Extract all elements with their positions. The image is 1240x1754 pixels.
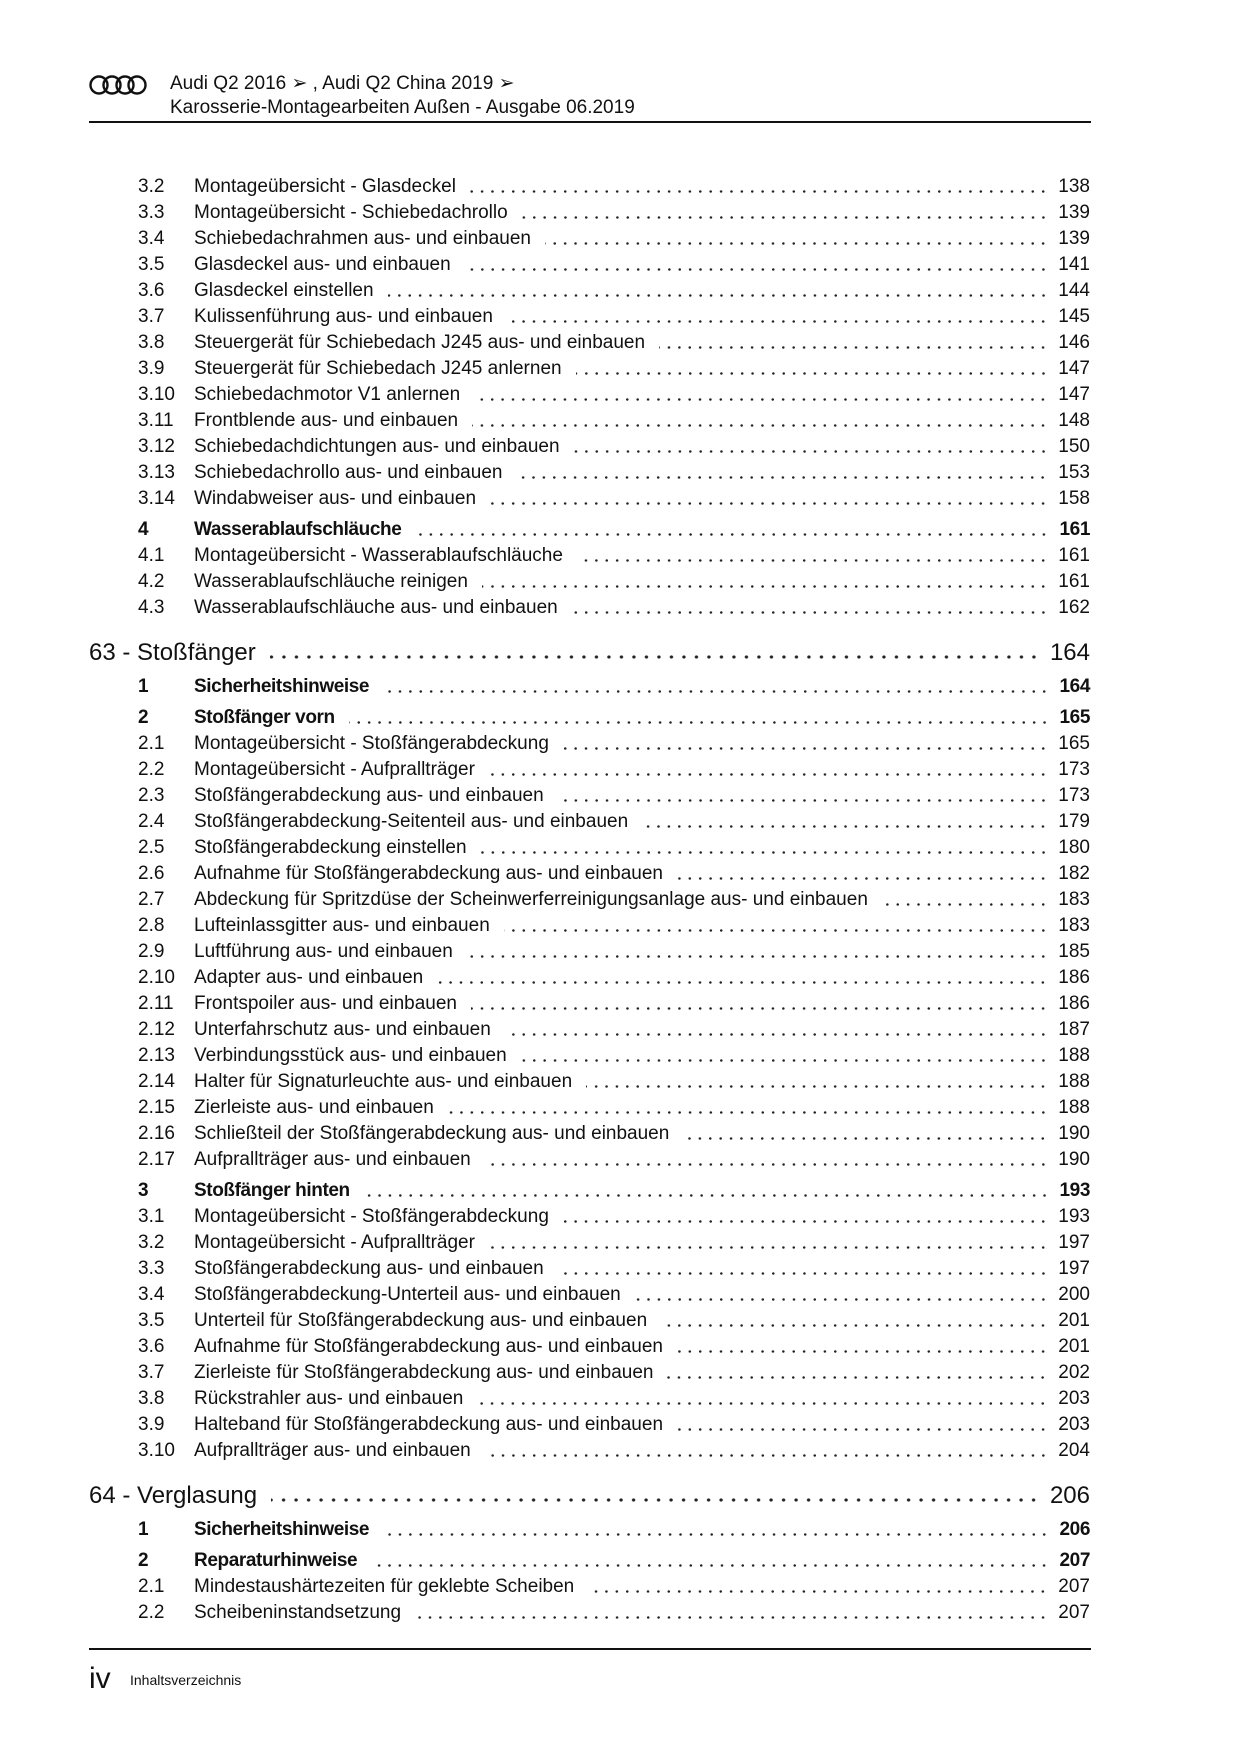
toc-entry-number: 1	[138, 1519, 149, 1540]
toc-entry-number: 3.14	[138, 488, 175, 509]
toc-item-row[interactable]	[89, 226, 1090, 252]
toc-item-row[interactable]	[89, 965, 1090, 991]
toc-leader-dots	[471, 1007, 1048, 1010]
toc-entry-number: 3.10	[138, 384, 175, 405]
toc-leader-dots	[388, 294, 1049, 297]
toc-entry-title: Reparaturhinweise	[194, 1550, 358, 1571]
toc-entry-number: 3.11	[138, 410, 174, 431]
header-divider	[89, 121, 1091, 123]
toc-item-row[interactable]	[89, 991, 1090, 1017]
toc-item-row[interactable]	[89, 835, 1090, 861]
toc-entry-title: Aufprallträger aus- und einbauen	[194, 1149, 471, 1170]
toc-leader-dots	[563, 1220, 1048, 1223]
toc-leader-dots	[465, 268, 1049, 271]
toc-entry-title: Luftführung aus- und einbauen	[194, 941, 453, 962]
toc-leader-dots	[563, 747, 1048, 750]
footer-page-number: iv	[89, 1662, 111, 1695]
toc-leader-dots	[659, 346, 1048, 349]
toc-entry-title: Kulissenführung aus- und einbauen	[194, 306, 493, 327]
toc-leader-dots	[661, 1324, 1048, 1327]
toc-entry-page: 201	[1058, 1310, 1090, 1331]
toc-entry-number: 3.9	[138, 1414, 165, 1435]
toc-entry-title: Schiebedachmotor V1 anlernen	[194, 384, 461, 405]
toc-entry-title: Stoßfängerabdeckung einstellen	[194, 837, 467, 858]
toc-entry-title: Unterteil für Stoßfängerabdeckung aus- und einbauen	[194, 1310, 648, 1331]
toc-entry-page: 186	[1058, 967, 1090, 988]
toc-entry-title: Frontspoiler aus- und einbauen	[194, 993, 458, 1014]
toc-entry-title: 63 - Stoßfänger	[89, 639, 256, 666]
toc-entry-number: 3.10	[138, 1440, 175, 1461]
toc-entry-title: Adapter aus- und einbauen	[194, 967, 424, 988]
toc-leader-dots	[349, 721, 1050, 724]
toc-item-row[interactable]	[89, 174, 1090, 200]
toc-leader-dots	[572, 611, 1049, 614]
toc-entry-page: 182	[1058, 863, 1090, 884]
toc-entry-page: 139	[1058, 202, 1090, 223]
toc-entry-number: 3.6	[138, 280, 165, 301]
toc-entry-title: Aufnahme für Stoßfängerabdeckung aus- und einbauen	[194, 863, 663, 884]
toc-entry-page: 161	[1058, 545, 1090, 566]
toc-entry-page: 162	[1058, 597, 1090, 618]
toc-entry-page: 207	[1058, 1576, 1090, 1597]
toc-leader-dots	[485, 1163, 1049, 1166]
audi-rings-logo	[89, 74, 147, 96]
toc-entry-page: 186	[1058, 993, 1090, 1014]
toc-item-row[interactable]	[89, 1095, 1090, 1121]
toc-entry-page: 206	[1049, 1482, 1090, 1509]
toc-item-row[interactable]	[89, 1147, 1090, 1173]
toc-entry-page: 185	[1058, 941, 1090, 962]
toc-entry-title: Schiebedachdichtungen aus- und einbauen	[194, 436, 560, 457]
toc-entry-page: 183	[1058, 915, 1090, 936]
toc-entry-title: Stoßfängerabdeckung-Seitenteil aus- und einbauen	[194, 811, 629, 832]
toc-item-row[interactable]	[89, 408, 1090, 434]
toc-leader-dots	[474, 398, 1048, 401]
toc-entry-title: Wasserablaufschläuche reinigen	[194, 571, 468, 592]
header-subtitle: Karosserie-Montagearbeiten Außen - Ausgabe 06.2019	[170, 97, 635, 118]
toc-entry-title: Abdeckung für Spritzdüse der Scheinwerferreinigungsanlage aus- und einbauen	[194, 889, 868, 910]
toc-entry-title: Frontblende aus- und einbauen	[194, 410, 459, 431]
toc-item-row[interactable]	[89, 1574, 1090, 1600]
toc-entry-number: 2	[138, 1550, 149, 1571]
toc-item-row[interactable]	[89, 252, 1090, 278]
toc-item-row[interactable]	[89, 1412, 1090, 1438]
toc-entry-title: Montageübersicht - Wasserablaufschläuche	[194, 545, 563, 566]
toc-entry-title: Schiebedachrollo aus- und einbauen	[194, 462, 503, 483]
toc-entry-title: Stoßfängerabdeckung-Unterteil aus- und einbauen	[194, 1284, 621, 1305]
toc-leader-dots	[415, 533, 1049, 536]
toc-entry-page: 164	[1049, 639, 1090, 666]
toc-leader-dots	[271, 1498, 1040, 1502]
toc-entry-title: Montageübersicht - Aufprallträger	[194, 1232, 475, 1253]
toc-entry-title: Montageübersicht - Stoßfängerabdeckung	[194, 733, 549, 754]
toc-leader-dots	[677, 1350, 1048, 1353]
toc-item-row[interactable]	[89, 1043, 1090, 1069]
toc-entry-number: 3.4	[138, 228, 165, 249]
toc-item-row[interactable]	[89, 330, 1090, 356]
toc-leader-dots	[558, 1272, 1049, 1275]
toc-item-row[interactable]	[89, 1600, 1090, 1626]
toc-item-row[interactable]	[89, 1017, 1090, 1043]
toc-entry-number: 4	[138, 519, 149, 540]
toc-entry-number: 2.2	[138, 759, 165, 780]
toc-leader-dots	[505, 1033, 1048, 1036]
toc-entry-number: 2.4	[138, 811, 165, 832]
toc-entry-page: 148	[1058, 410, 1090, 431]
toc-item-row[interactable]	[89, 783, 1090, 809]
toc-entry-page: 165	[1059, 707, 1090, 728]
toc-entry-number: 2.10	[138, 967, 175, 988]
toc-leader-dots	[521, 1059, 1049, 1062]
toc-item-row[interactable]	[89, 1308, 1090, 1334]
toc-entry-title: Schiebedachrahmen aus- und einbauen	[194, 228, 531, 249]
toc-entry-number: 2.11	[138, 993, 174, 1014]
toc-entry-title: Sicherheitshinweise	[194, 676, 370, 697]
toc-entry-number: 2.12	[138, 1019, 175, 1040]
toc-leader-dots	[522, 216, 1049, 219]
toc-leader-dots	[467, 955, 1048, 958]
toc-entry-number: 3.1	[138, 1206, 165, 1227]
toc-item-row[interactable]	[89, 1386, 1090, 1412]
toc-chapter-row[interactable]	[89, 637, 1090, 669]
toc-entry-number: 2.14	[138, 1071, 175, 1092]
toc-leader-dots	[270, 655, 1040, 659]
toc-entry-number: 3.7	[138, 306, 165, 327]
toc-entry-page: 164	[1059, 676, 1090, 697]
toc-entry-title: Scheibeninstandsetzung	[194, 1602, 402, 1623]
toc-entry-title: Montageübersicht - Schiebedachrollo	[194, 202, 508, 223]
toc-entry-title: Unterfahrschutz aus- und einbauen	[194, 1019, 491, 1040]
toc-entry-page: 202	[1058, 1362, 1090, 1383]
toc-entry-title: Stoßfängerabdeckung aus- und einbauen	[194, 1258, 544, 1279]
toc-entry-number: 3.8	[138, 1388, 165, 1409]
toc-leader-dots	[482, 585, 1048, 588]
toc-entry-number: 3.12	[138, 436, 175, 457]
toc-entry-page: 173	[1058, 759, 1090, 780]
toc-entry-number: 3.7	[138, 1362, 165, 1383]
toc-item-row[interactable]	[89, 382, 1090, 408]
toc-item-row[interactable]	[89, 913, 1090, 939]
toc-entry-number: 2.9	[138, 941, 165, 962]
toc-entry-page: 200	[1058, 1284, 1090, 1305]
toc-entry-title: Verbindungsstück aus- und einbauen	[194, 1045, 507, 1066]
toc-entry-page: 161	[1059, 519, 1090, 540]
toc-entry-page: 165	[1058, 733, 1090, 754]
toc-entry-page: 203	[1058, 1414, 1090, 1435]
toc-item-row[interactable]	[89, 887, 1090, 913]
toc-leader-dots	[470, 190, 1048, 193]
toc-entry-number: 2.15	[138, 1097, 175, 1118]
toc-entry-number: 3.13	[138, 462, 175, 483]
toc-entry-page: 197	[1058, 1258, 1090, 1279]
toc-section-row[interactable]	[89, 674, 1090, 700]
header-title: Audi Q2 2016 ➢ , Audi Q2 China 2019 ➢	[170, 73, 515, 94]
toc-entry-number: 2.6	[138, 863, 165, 884]
toc-leader-dots	[371, 1564, 1049, 1567]
toc-entry-title: Montageübersicht - Aufprallträger	[194, 759, 475, 780]
toc-entry-page: 141	[1058, 254, 1090, 275]
toc-item-row[interactable]	[89, 486, 1090, 512]
toc-entry-number: 3.5	[138, 1310, 165, 1331]
toc-leader-dots	[481, 851, 1049, 854]
toc-item-row[interactable]	[89, 434, 1090, 460]
toc-entry-page: 179	[1058, 811, 1090, 832]
toc-entry-page: 150	[1058, 436, 1090, 457]
toc-entry-number: 2.17	[138, 1149, 175, 1170]
toc-leader-dots	[504, 929, 1049, 932]
toc-entry-page: 138	[1058, 176, 1090, 197]
toc-entry-title: Halteband für Stoßfängerabdeckung aus- und einbauen	[194, 1414, 664, 1435]
toc-entry-title: Sicherheitshinweise	[194, 1519, 370, 1540]
toc-item-row[interactable]	[89, 569, 1090, 595]
toc-leader-dots	[588, 1590, 1048, 1593]
toc-item-row[interactable]	[89, 1360, 1090, 1386]
toc-entry-number: 3.8	[138, 332, 165, 353]
toc-entry-number: 3.3	[138, 202, 165, 223]
toc-leader-dots	[489, 1246, 1048, 1249]
toc-entry-page: 203	[1058, 1388, 1090, 1409]
toc-leader-dots	[576, 372, 1049, 375]
toc-entry-title: Glasdeckel einstellen	[194, 280, 374, 301]
toc-entry-number: 2.3	[138, 785, 165, 806]
toc-entry-title: Glasdeckel aus- und einbauen	[194, 254, 451, 275]
toc-item-row[interactable]	[89, 1204, 1090, 1230]
toc-entry-title: Schließteil der Stoßfängerabdeckung aus- und einbauen	[194, 1123, 670, 1144]
toc-entry-title: Halter für Signaturleuchte aus- und einbauen	[194, 1071, 573, 1092]
toc-entry-page: 190	[1058, 1123, 1090, 1144]
toc-entry-number: 3	[138, 1180, 149, 1201]
footer-label: Inhaltsverzeichnis	[130, 1672, 242, 1688]
toc-item-row[interactable]	[89, 861, 1090, 887]
toc-entry-page: 180	[1058, 837, 1090, 858]
toc-entry-page: 188	[1058, 1071, 1090, 1092]
toc-leader-dots	[667, 1376, 1048, 1379]
toc-entry-page: 145	[1058, 306, 1090, 327]
toc-leader-dots	[516, 476, 1048, 479]
toc-item-row[interactable]	[89, 939, 1090, 965]
footer-divider	[89, 1648, 1091, 1650]
toc-entry-number: 2.16	[138, 1123, 175, 1144]
toc-entry-title: Wasserablaufschläuche	[194, 519, 402, 540]
toc-entry-number: 2.1	[138, 1576, 165, 1597]
toc-leader-dots	[635, 1298, 1049, 1301]
toc-entry-number: 4.2	[138, 571, 165, 592]
toc-leader-dots	[489, 773, 1048, 776]
toc-entry-page: 153	[1058, 462, 1090, 483]
toc-entry-page: 146	[1058, 332, 1090, 353]
toc-entry-page: 206	[1059, 1519, 1090, 1540]
toc-leader-dots	[677, 1428, 1048, 1431]
toc-leader-dots	[415, 1616, 1048, 1619]
toc-entry-number: 2.7	[138, 889, 165, 910]
toc-leader-dots	[586, 1085, 1048, 1088]
toc-entry-page: 144	[1058, 280, 1090, 301]
toc-entry-page: 188	[1058, 1097, 1090, 1118]
toc-entry-number: 4.1	[138, 545, 165, 566]
toc-item-row[interactable]	[89, 460, 1090, 486]
toc-entry-page: 193	[1059, 1180, 1090, 1201]
toc-entry-page: 197	[1058, 1232, 1090, 1253]
toc-entry-title: Stoßfängerabdeckung aus- und einbauen	[194, 785, 544, 806]
toc-entry-title: Stoßfänger vorn	[194, 707, 335, 728]
toc-leader-dots	[642, 825, 1048, 828]
toc-leader-dots	[545, 242, 1048, 245]
toc-item-row[interactable]	[89, 278, 1090, 304]
toc-chapter-row[interactable]	[89, 1480, 1090, 1512]
toc-entry-number: 3.9	[138, 358, 165, 379]
toc-leader-dots	[472, 424, 1048, 427]
toc-leader-dots	[507, 320, 1048, 323]
toc-item-row[interactable]	[89, 356, 1090, 382]
toc-entry-number: 2	[138, 707, 149, 728]
toc-entry-number: 3.6	[138, 1336, 165, 1357]
toc-entry-page: 188	[1058, 1045, 1090, 1066]
toc-item-row[interactable]	[89, 200, 1090, 226]
toc-leader-dots	[437, 981, 1048, 984]
toc-item-row[interactable]	[89, 543, 1090, 569]
toc-entry-title: Aufnahme für Stoßfängerabdeckung aus- und einbauen	[194, 1336, 663, 1357]
toc-entry-number: 3.2	[138, 1232, 165, 1253]
toc-item-row[interactable]	[89, 1438, 1090, 1464]
toc-entry-title: Steuergerät für Schiebedach J245 anlernen	[194, 358, 562, 379]
toc-item-row[interactable]	[89, 595, 1090, 621]
toc-entry-page: 201	[1058, 1336, 1090, 1357]
toc-leader-dots	[558, 799, 1049, 802]
toc-entry-page: 183	[1058, 889, 1090, 910]
toc-section-row[interactable]	[89, 1178, 1090, 1204]
toc-leader-dots	[574, 450, 1049, 453]
toc-entry-title: Steuergerät für Schiebedach J245 aus- und einbauen	[194, 332, 646, 353]
toc-entry-number: 2.8	[138, 915, 165, 936]
toc-entry-title: Wasserablaufschläuche aus- und einbauen	[194, 597, 558, 618]
toc-entry-page: 207	[1058, 1602, 1090, 1623]
toc-entry-number: 3.2	[138, 176, 165, 197]
toc-entry-number: 2.13	[138, 1045, 175, 1066]
toc-entry-number: 2.2	[138, 1602, 165, 1623]
toc-item-row[interactable]	[89, 1282, 1090, 1308]
toc-leader-dots	[383, 690, 1049, 693]
toc-section-row[interactable]	[89, 705, 1090, 731]
toc-leader-dots	[677, 877, 1048, 880]
toc-leader-dots	[577, 559, 1048, 562]
toc-entry-number: 3.3	[138, 1258, 165, 1279]
toc-section-row[interactable]	[89, 517, 1090, 543]
toc-item-row[interactable]	[89, 1256, 1090, 1282]
toc-entry-page: 207	[1059, 1550, 1090, 1571]
toc-leader-dots	[448, 1111, 1049, 1114]
toc-leader-dots	[683, 1137, 1048, 1140]
toc-entry-number: 3.5	[138, 254, 165, 275]
toc-entry-page: 193	[1058, 1206, 1090, 1227]
toc-entry-page: 147	[1058, 358, 1090, 379]
table-of-contents	[89, 174, 1090, 1626]
toc-leader-dots	[490, 502, 1048, 505]
toc-leader-dots	[364, 1194, 1050, 1197]
toc-entry-title: Montageübersicht - Glasdeckel	[194, 176, 456, 197]
toc-entry-title: 64 - Verglasung	[89, 1482, 258, 1509]
toc-section-row[interactable]	[89, 1517, 1090, 1543]
toc-entry-number: 3.4	[138, 1284, 165, 1305]
toc-entry-title: Montageübersicht - Stoßfängerabdeckung	[194, 1206, 549, 1227]
toc-entry-title: Aufprallträger aus- und einbauen	[194, 1440, 471, 1461]
toc-entry-title: Zierleiste für Stoßfängerabdeckung aus- und einbauen	[194, 1362, 654, 1383]
toc-entry-title: Windabweiser aus- und einbauen	[194, 488, 477, 509]
toc-section-row[interactable]	[89, 1548, 1090, 1574]
toc-entry-title: Stoßfänger hinten	[194, 1180, 350, 1201]
toc-item-row[interactable]	[89, 1121, 1090, 1147]
toc-entry-page: 147	[1058, 384, 1090, 405]
toc-entry-number: 4.3	[138, 597, 165, 618]
toc-entry-page: 139	[1058, 228, 1090, 249]
toc-entry-page: 187	[1058, 1019, 1090, 1040]
toc-leader-dots	[383, 1533, 1049, 1536]
toc-leader-dots	[882, 903, 1048, 906]
toc-item-row[interactable]	[89, 809, 1090, 835]
toc-entry-page: 158	[1058, 488, 1090, 509]
toc-entry-number: 1	[138, 676, 149, 697]
toc-entry-number: 2.1	[138, 733, 165, 754]
toc-item-row[interactable]	[89, 731, 1090, 757]
toc-entry-page: 161	[1058, 571, 1090, 592]
toc-item-row[interactable]	[89, 757, 1090, 783]
toc-item-row[interactable]	[89, 304, 1090, 330]
toc-leader-dots	[485, 1454, 1049, 1457]
toc-entry-title: Lufteinlassgitter aus- und einbauen	[194, 915, 490, 936]
toc-entry-page: 204	[1058, 1440, 1090, 1461]
toc-entry-title: Mindestaushärtezeiten für geklebte Scheiben	[194, 1576, 575, 1597]
toc-entry-page: 173	[1058, 785, 1090, 806]
toc-item-row[interactable]	[89, 1230, 1090, 1256]
toc-item-row[interactable]	[89, 1334, 1090, 1360]
toc-entry-page: 190	[1058, 1149, 1090, 1170]
toc-entry-title: Zierleiste aus- und einbauen	[194, 1097, 434, 1118]
toc-entry-number: 2.5	[138, 837, 165, 858]
toc-entry-title: Rückstrahler aus- und einbauen	[194, 1388, 464, 1409]
toc-leader-dots	[477, 1402, 1048, 1405]
toc-item-row[interactable]	[89, 1069, 1090, 1095]
